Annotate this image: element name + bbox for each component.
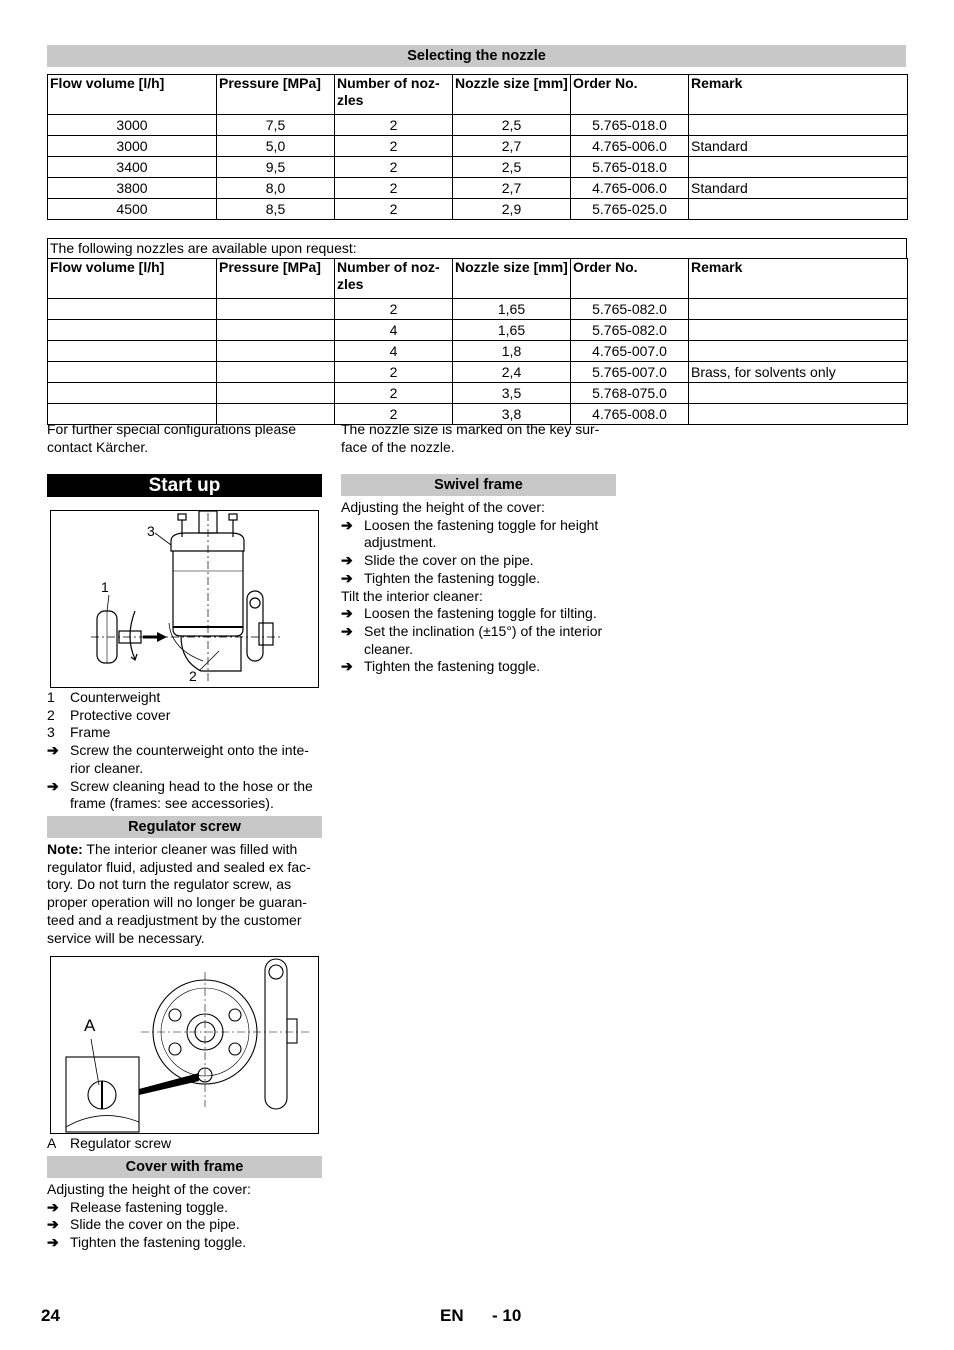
table-row xyxy=(48,383,908,404)
step-item: ➔ Loosen the fastening toggle for tilting. xyxy=(341,605,597,622)
note-text: The interior cleaner was filled with regulator fluid, adjusted and sealed ex fac-tory. Do not turn the regulator screw, as proper operation will no longer be guaran-teed and a readjustment by the customer service will be necessary. xyxy=(47,841,311,946)
table-cell: 5,0 xyxy=(217,136,335,157)
table-cell xyxy=(689,115,908,136)
table-cell: 2 xyxy=(335,115,453,136)
regulator-section-title: Regulator screw xyxy=(47,816,322,838)
table-cell: 4 xyxy=(335,320,453,341)
table-row xyxy=(48,136,908,157)
table-cell: 5.765-025.0 xyxy=(571,199,689,220)
table-cell xyxy=(689,199,908,220)
table-cell: 3000 xyxy=(48,115,217,136)
table-cell xyxy=(689,404,908,425)
table-row xyxy=(48,362,908,383)
table-cell: 5.765-082.0 xyxy=(571,299,689,320)
table-row xyxy=(48,341,908,362)
nozzle-marking-note: The nozzle size is marked on the key sur-face of the nozzle. xyxy=(341,421,600,455)
table-cell: 2 xyxy=(335,178,453,199)
column-header: Number of noz- zles xyxy=(335,75,453,115)
request-table-caption: The following nozzles are available upon request: xyxy=(47,238,907,258)
arrow-right-icon: ➔ xyxy=(341,622,353,639)
table-cell: 7,5 xyxy=(217,115,335,136)
table-cell xyxy=(217,341,335,362)
arrow-right-icon: ➔ xyxy=(341,658,353,675)
column-header: Pressure [MPa] xyxy=(217,75,335,115)
table-cell: 4 xyxy=(335,341,453,362)
start-up-title: Start up xyxy=(47,474,322,497)
table-cell: 3800 xyxy=(48,178,217,199)
table-cell: 2 xyxy=(335,199,453,220)
request-table xyxy=(47,258,908,425)
table-cell: 1,65 xyxy=(453,299,571,320)
page-number: 24 xyxy=(41,1306,60,1325)
figure-label-3: 3 xyxy=(147,523,155,539)
table-cell: 2,5 xyxy=(453,157,571,178)
legend-item-regulator-screw: A Regulator screw xyxy=(47,1135,172,1151)
column-header: Remark xyxy=(689,259,908,299)
column-header: Flow volume [l/h] xyxy=(48,75,217,115)
legend-item-protective-cover: 2 Protective cover xyxy=(47,706,171,723)
table-cell xyxy=(217,383,335,404)
arrow-right-icon: ➔ xyxy=(47,1234,59,1251)
figure-label-2: 2 xyxy=(189,668,197,684)
table-cell: 4.765-007.0 xyxy=(571,341,689,362)
table-cell xyxy=(48,341,217,362)
step-item: ➔ Tighten the fastening toggle. xyxy=(341,569,541,586)
table-cell xyxy=(689,157,908,178)
table-row xyxy=(48,299,908,320)
table-cell: 2,9 xyxy=(453,199,571,220)
table-cell: 1,65 xyxy=(453,320,571,341)
table-cell xyxy=(48,320,217,341)
step-item: ➔ Release fastening toggle. xyxy=(47,1198,228,1215)
table-cell: 8,5 xyxy=(217,199,335,220)
column-header: Nozzle size [mm] xyxy=(453,75,571,115)
special-config-note: For further special configurations please contact Kärcher. xyxy=(47,421,297,455)
table-cell: 9,5 xyxy=(217,157,335,178)
column-header: Flow volume [l/h] xyxy=(48,259,217,299)
table-row xyxy=(48,199,908,220)
arrow-right-icon: ➔ xyxy=(47,777,59,794)
regulator-legend xyxy=(47,1135,322,1153)
table-row xyxy=(48,115,908,136)
table-cell: 5.765-007.0 xyxy=(571,362,689,383)
swivel-intro-height: Adjusting the height of the cover: xyxy=(341,499,545,515)
arrow-right-icon: ➔ xyxy=(341,605,353,622)
column-header: Pressure [MPa] xyxy=(217,259,335,299)
table-cell: 2,5 xyxy=(453,115,571,136)
arrow-right-icon: ➔ xyxy=(341,516,353,533)
table-cell: 2 xyxy=(335,383,453,404)
arrow-right-icon: ➔ xyxy=(47,742,59,759)
column-header: Remark xyxy=(689,75,908,115)
arrow-right-icon: ➔ xyxy=(47,1198,59,1215)
column-header: Order No. xyxy=(571,75,689,115)
table-cell: 5.765-018.0 xyxy=(571,157,689,178)
table-cell: Standard xyxy=(689,178,908,199)
legend-item-counterweight: 1 Counterweight xyxy=(47,689,161,705)
table-row xyxy=(48,320,908,341)
table-cell: 1,8 xyxy=(453,341,571,362)
column-header: Number of noz- zles xyxy=(335,259,453,299)
table-cell: 2,4 xyxy=(453,362,571,383)
table-cell: 2,7 xyxy=(453,136,571,157)
table-row xyxy=(48,157,908,178)
step-item: ➔ Set the inclination (±15°) of the interior cleaner. xyxy=(341,622,603,657)
table-cell xyxy=(689,299,908,320)
figure-label-a: A xyxy=(84,1016,96,1035)
table-cell: 4.765-008.0 xyxy=(571,404,689,425)
table-cell xyxy=(689,320,908,341)
table-cell xyxy=(689,341,908,362)
table-cell xyxy=(48,362,217,383)
table-cell: 8,0 xyxy=(217,178,335,199)
sub-page-number: - 10 xyxy=(492,1306,522,1325)
table-cell: 2 xyxy=(335,136,453,157)
table-cell xyxy=(217,362,335,383)
swivel-intro-tilt: Tilt the interior cleaner: xyxy=(341,587,483,604)
arrow-right-icon: ➔ xyxy=(341,569,353,586)
table-cell: Standard xyxy=(689,136,908,157)
arrow-right-icon: ➔ xyxy=(47,1216,59,1233)
table-cell xyxy=(48,383,217,404)
table-cell: Brass, for solvents only xyxy=(689,362,908,383)
table-cell: 5.765-082.0 xyxy=(571,320,689,341)
cover-frame-section-title: Cover with frame xyxy=(47,1156,322,1178)
start-up-legend xyxy=(47,689,322,813)
step-item: ➔ Loosen the fastening toggle for height adjustment. xyxy=(341,516,599,551)
step-item: ➔ Tighten the fastening toggle. xyxy=(47,1234,247,1251)
table-cell xyxy=(689,383,908,404)
table-cell: 3000 xyxy=(48,136,217,157)
table-cell: 4.765-006.0 xyxy=(571,178,689,199)
column-header: Order No. xyxy=(571,259,689,299)
table-cell: 3,8 xyxy=(453,404,571,425)
nozzle-table xyxy=(47,74,908,220)
table-cell xyxy=(217,320,335,341)
regulator-figure xyxy=(50,956,319,1134)
table-cell: 5.765-018.0 xyxy=(571,115,689,136)
table-cell: 2 xyxy=(335,362,453,383)
start-up-figure xyxy=(50,510,319,688)
legend-item-frame: 3 Frame xyxy=(47,724,111,741)
arrow-right-icon: ➔ xyxy=(341,552,353,569)
note-label: Note: xyxy=(47,841,83,857)
table-cell: 2 xyxy=(335,157,453,178)
step-item: ➔ Slide the cover on the pipe. xyxy=(341,552,534,569)
step-item: ➔ Screw cleaning head to the hose or the frame (frames: see accessories). xyxy=(47,777,313,812)
table-cell xyxy=(48,299,217,320)
table-cell xyxy=(217,299,335,320)
table-cell: 5.768-075.0 xyxy=(571,383,689,404)
column-header: Nozzle size [mm] xyxy=(453,259,571,299)
table-cell: 2 xyxy=(335,404,453,425)
table-cell: 2,7 xyxy=(453,178,571,199)
table-cell: 4500 xyxy=(48,199,217,220)
step-item: ➔ Tighten the fastening toggle. xyxy=(341,658,541,675)
cover-frame-intro: Adjusting the height of the cover: xyxy=(47,1181,251,1197)
table-cell: 3400 xyxy=(48,157,217,178)
nozzle-section-title: Selecting the nozzle xyxy=(47,45,906,67)
table-row xyxy=(48,178,908,199)
regulator-screw-illustration xyxy=(51,957,318,1133)
regulator-note xyxy=(47,841,322,947)
cover-frame-instructions xyxy=(47,1181,322,1252)
swivel-frame-instructions xyxy=(341,499,616,676)
figure-label-1: 1 xyxy=(101,579,109,595)
interior-cleaner-illustration xyxy=(51,511,318,687)
table-cell: 4.765-006.0 xyxy=(571,136,689,157)
step-item: ➔ Slide the cover on the pipe. xyxy=(47,1216,240,1233)
step-item: ➔ Screw the counterweight onto the inte-rior cleaner. xyxy=(47,742,309,776)
table-cell: 2 xyxy=(335,299,453,320)
language-code: EN xyxy=(440,1306,464,1325)
table-cell: 3,5 xyxy=(453,383,571,404)
swivel-frame-section-title: Swivel frame xyxy=(341,474,616,496)
